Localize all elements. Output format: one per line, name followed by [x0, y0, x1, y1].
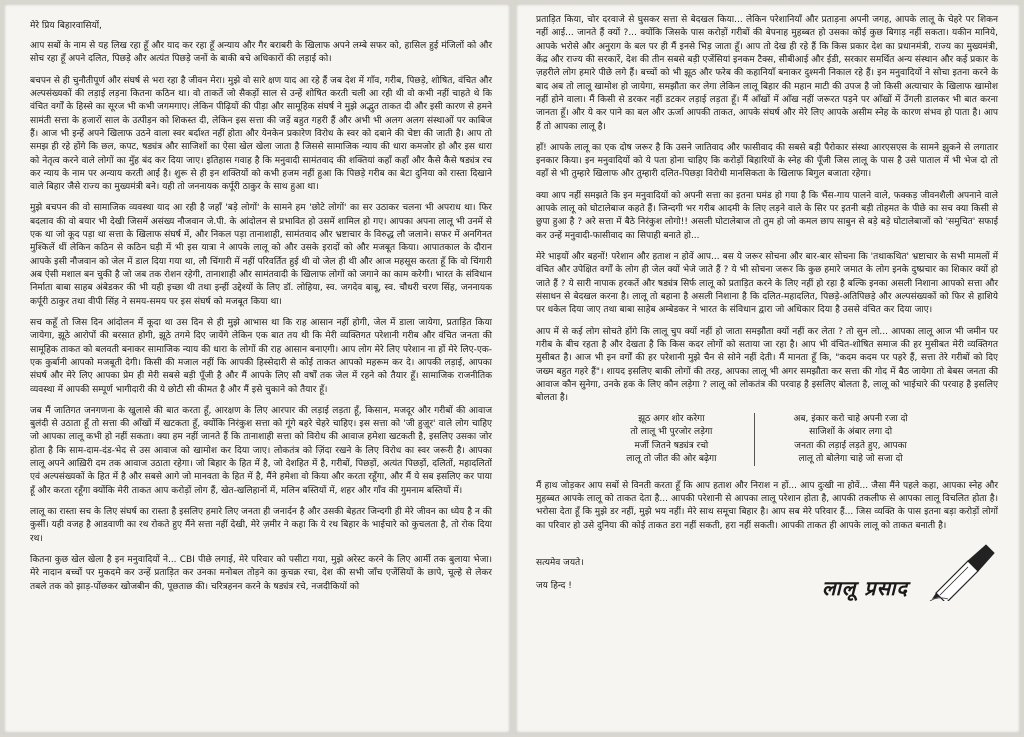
right-page — [516, 4, 1020, 733]
salutation: मेरे प्रिय बिहारवासियों, — [30, 21, 102, 31]
poem-line: तो लालू भी पुरजोर लड़ेगा — [630, 427, 713, 438]
paragraph: क्या आप नहीं समझते कि इन मनुवादियों को अपनी सत्ता का इतना घमंड हो गया है कि भैंस-गाय पालने वाले, फक्कड़ जीवनशैली अपनाने वाले आपके लालू को घोटालेबाज कहते हैं। जिन्दगी भर गरीब आदमी के लिए लड़ने वाले के सिर पर इतनी बड़ी तोहमत के पीछे का सच क्या किसी से छुपा हुआ है ? अरे सत्ता में बैठे निरंकुश लोगो!! असली घोटालेबाज तो तुम हो जो कमल छाप साबुन से बड़े बड़े घोटालेबाजों को 'समुचित' सफाई कर उन्हें मनुवादी-फासीवाद का सिपाही बनाते हो... — [536, 190, 998, 241]
greeting: जय हिन्द ! — [536, 580, 572, 591]
paragraph: आप सबों के नाम से यह लिख रहा हूँ और याद कर रहा हूँ अन्याय और गैर बराबरी के खिलाफ अपने लम्बे सफर को, हासिल हुई मंजिलों को और सोच रहा हूँ अपने दलित, पिछड़े और अत्यंत पिछड़े जनों के बाकी बचे अधिकारों की लड़ाई को। — [30, 41, 492, 65]
paragraph: मेरे भाइयों और बहनों! परेशान और हताश न होवें आप... बस ये जरूर सोचना और बार-बार सोचना कि 'तथाकथित' भ्रष्टाचार के सभी मामलों में वंचित और उपेक्षित वर्गों के लोग ही जेल क्यों भेजे जाते हैं ? ये भी सोचना जरूर कि कुछ हमारे जमात के लोग इनके दुष्प्रचार का शिकार क्यों हो जाते हैं ? ये सारी नापाक हरकतें और षड्यंत्र सिर्फ लालू को प्रताड़ित करने के लिए नहीं हो रहा है बल्कि इनका असली निशाना आपको सत्ता और संसाधन से बेदखल करना है। लालू तो बहाना है असली निशाना है कि दलित-महादलित, पिछड़े-अतिपिछड़े और अल्पसंख्यकों को फिर से हाशिये पर धकेल दिया जाए तथा बाबा साहेब अम्बेडकर ने भारत के संविधान द्वारा जो अधिकार दिया है उससे वंचित कर दिया जाए। — [536, 252, 998, 316]
poem-left-stanza — [626, 413, 716, 465]
poem-line: साजिशों के अंबार लगा दो — [809, 427, 893, 438]
poem-line: अब, इंकार करो चाहे अपनी रजा दो — [793, 414, 908, 425]
poem-line: लालू तो बोलेगा चाहे जो सजा दो — [798, 453, 903, 464]
poem-line: लालू तो जीत की ओर बढ़ेगा — [626, 453, 717, 464]
motto: सत्यमेव जयते। — [536, 557, 584, 568]
paragraph: मुझे बचपन की वो सामाजिक व्यवस्था याद आ रही है जहाँ 'बड़े लोगों' के सामने हम 'छोटे लोगों' का सर उठाकर चलना भी अपराध था। फिर बदलाव की वो बयार भी देखी जिसमें असंख्य नौजवान जे.पी. के आंदोलन से प्रभावित हो उसमें शामिल हो गए। आपका अपना लालू भी उनमें से एक था जो कूद पड़ा था सत्ता के खिलाफ संघर्ष में, और निकल पड़ा तानाशाही, सामंतवाद और भ्रष्टाचार के विरुद्ध लौ जलाने। सफर में अनगिनत मुश्किलें थीं लेकिन कठिन से कठिन घड़ी में भी इस यात्रा ने आपके लालू को और उसके इरादों को और मजबूत किया। आपातकाल के दौरान आपके इसी नौजवान को जेल में डाल दिया गया था, लौ चिंगारी में नहीं परिवर्तित हुई थी वो जेल ही थी और आज महसूस करता हूँ कि वो चिंगारी अब ऐसी मशाल बन चुकी है जो जब तक रोशन रहेगी, तानाशाही और सामंतवादी के खिलाफ लोगों को जगाने का काम करेगी। भारत के संविधान निर्माता बाबा साहब अंबेडकर की भी यही इच्छा थी तथा इन्हीं उद्देश्यों के लिए डॉ. लोहिया, स्व. जगदेव बाबू, स्व. चौधरी चरण सिंह, जननायक कर्पूरी ठाकुर तथा वीपी सिंह ने समय-समय पर इस संघर्ष को मजबूत किया था। — [30, 203, 492, 307]
paragraph: जब मैं जातिगत जनगणना के खुलासे की बात करता हूँ, आरक्षण के लिए आरपार की लड़ाई लड़ता हूँ, किसान, मजदूर और गरीबों की आवाज बुलंदी से उठाता हूँ तो सत्ता की आँखों में खटकता हूँ, क्योंकि निरंकुश सत्ता को गूंगे बहरे चेहरे चाहिए। इस सत्ता को 'जी हुज़ूर' वाले लोग चाहिए जो आपका लालू कभी हो नहीं सकता। क्या हम नहीं जानते हैं कि तानाशाही सत्ता को विरोध की आवाज हमेशा खटकती है, इसलिए उसका जोर होता है कि साम-दाम-दंड-भेद से उस आवाज को खामोश कर दिया जाए। लोकतंत्र को ज़िंदा रखने के लिए विरोध का स्वर जरूरी है। आपका लालू अपने आख़िरी दम तक आवाज उठाता रहेगा। जो बिहार के हित में है, जो देशहित में है, गरीबों, पिछड़ों, अत्यंत पिछड़ों, दलितों, महादलितों एवं अल्पसंख्यकों के हित में है और सबसे आगे जो मानवता के हित में है, मैंने हमेशा वो किया और करता रहूँगा, और मैं ये सब इसलिए कर पाया हूँ और करता रहूँगा क्योंकि मेरी ताकत आप करोड़ों लोग हैं, खेत-खलिहानों में, मलिन बस्तियों में, शहर और गाँव की गुमनाम बस्तियों में। — [30, 405, 492, 496]
poem-line: जनता की लड़ाई लड़ते हुए, आपका — [794, 440, 907, 451]
poem-line: झूठ अगर शोर करेगा — [638, 414, 705, 425]
closing-text — [536, 555, 584, 601]
left-page — [4, 4, 510, 733]
poem-block — [536, 413, 998, 465]
signature-area — [822, 541, 998, 601]
paragraph: कितना कुछ खेल खेला है इन मनुवादियों ने... CBI पीछे लगाई, मेरे परिवार को पसीटा गया, मुझे अरेस्ट करने के लिए आर्मी तक बुलाया भेजा। मेरे नादान बच्चों पर मुकदमे कर उन्हें प्रताड़ित कर उनका मनोबल तोड़ने का कुचक्र रचा, देश की सभी जाँच एजेंसियों के छापे, चूल्हे से लेकर तबले तक को झाड़-पोंछकर खोजबीन की, पूछताछ की। चरित्रहनन करने के षड्यंत्र रचे, नजदीकियों को — [30, 554, 492, 592]
paragraph: आप में से कई लोग सोचते होंगे कि लालू चुप क्यों नहीं हो जाता समझौता क्यों नहीं कर लेता ? तो सुन लो... आपका लालू आज भी जमीन पर गरीब के बीच रहता है और देखता है कि किस कदर लोगों को सताया जा रहा है। आप भी वंचित-शोषित समाज की हर मुसीबत मेरी व्यक्तिगत मुसीबत है। आज भी इन वर्गों की हर परेशानी मुझे चैन से सोने नहीं देती। मैं मानता हूँ कि, "कदम कदम पर पहरे हैं, सत्ता तेरे गरीबों को दिए जख्म बहुत गहरे हैं"। शायद इसलिए बाकी लोगों की तरह, आपका लालू भी अगर समझौता कर सत्ता की गोद में बैठ जायेगा तो बेबस जनता की आवाज कौन सुनेगा, उनके हक के लिए कौन लड़ेगा ? लालू को लोकतंत्र की परवाह है इसलिए बोलता है, लालू को भाईचारे की परवाह है इसलिए बोलता है। — [536, 326, 998, 404]
poem-divider — [754, 413, 755, 465]
poem-line: मर्जी जितने षड्यंत्र रचो — [634, 440, 709, 451]
paragraph: बचपन से ही चुनौतीपूर्ण और संघर्ष से भरा रहा है जीवन मेरा। मुझे वो सारे क्षण याद आ रहे हैं जब देश में गाँव, गरीब, पिछड़े, शोषित, वंचित और अल्पसंख्यकों की लड़ाई लड़ना कितना कठिन था। वो ताकतें जो सैकड़ों साल से उन्हें शोषित करती चली आ रही थी वो कभी नहीं चाहते थे कि वंचित वर्गों के हिस्से का सूरज भी कभी जगमगाए। लेकिन पीढ़ियों की पीड़ा और सामूहिक संघर्ष ने मुझे अद्भुत ताकत दी और इसी कारण से हमने सामंती सत्ता के हजारों साल के उत्पीड़न को शिकस्त दी, लेकिन इस सत्ता की जड़ें बहुत गहरी हैं और अभी भी अलग अलग संस्थाओं पर काबिज हैं। आज भी इन्हें अपने खिलाफ उठने वाला स्वर बर्दाश्त नहीं होता और येनकेन प्रकारेण विरोध के स्वर को दबाने की चेष्टा की जाती है। आप तो समझ ही रहे होंगे कि छल, कपट, षड्यंत्र और साजिशों का ऐसा खेल खेला जाता है जिससे सामाजिक न्याय की धारा कमजोर हो और इस धारा को नेतृत्व करने वाले लोगों का मुँह बंद कर दिया जाए। इतिहास गवाह है कि मनुवादी सामंतवाद की शक्तियां कहाँ कहाँ और कैसे कैसे षड्यंत्र रच कर न्याय के नाम पर अन्याय करती आई है। शुरू से ही इन शक्तियों को कभी हजम नहीं हुआ कि पिछड़े गरीब का बेटा दुनिया को रास्ता दिखाने वाले बिहार जैसे राज्य का मुख्यमंत्री बने। यही तो जननायक कर्पूरी ठाकुर के साथ हुआ था। — [30, 75, 492, 193]
poem-right-stanza — [793, 413, 907, 465]
paragraph: प्रताड़ित किया, चोर दरवाजे से घुसकर सत्ता से बेदखल किया... लेकिन परेशानियाँ और प्रताड़ना अपनी जगह, आपके लालू के चेहरे पर शिकन नहीं आई... जानते हैं क्यों ?... क्योंकि जिसके पास करोड़ों गरीबों की बेपनाह मुहब्बत हो उसका कोई कुछ बिगाड़ नहीं सकता। यकीन मानिये, आपके भरोसे और अनुराग के बल पर ही मैं इनसे भिड़ जाता हूँ। आप तो देख ही रहे हैं कि किस प्रकार देश का प्रधानमंत्री, राज्य का मुख्यमंत्री, केंद्र और राज्य की सरकारें, देश की तीन सबसे बड़ी एजेंसियां इनकम टैक्स, सीबीआई और ईडी, सरकार समर्थित अन्य संस्थान और कई प्रकार के ज़हरीले लोग हमारे पीछे लगे हैं। बच्चों को भी झूठ और फरेब की कहानियाँ बनाकर दुश्मनी निकाल रहे हैं। इन मनुवादियों ने सोचा इतना करने के बाद अब तो लालू खामोश हो जायेगा, समझौता कर लेगा लेकिन लालू बिहार की महान माटी की उपज है जो किसी अत्याचार के खिलाफ खामोश नहीं होने वाला। मैं किसी से डरकर नहीं डटकर लड़ाई लड़ता हूँ। मैं आँखों में आँख नहीं जरूरत पड़ने पर आँखों में उँगली डालकर भी बात करना जानता हूँ। और ये कर पाने का बल और ऊर्जा आपकी ताकत, आपके संघर्ष और मेरे लिए आपके असीम स्नेह के कारण संभव हो पाता है। आप हैं तो आपका लालू है। — [536, 15, 998, 132]
paragraph: हाँ! आपके लालू का एक दोष जरूर है कि उसने जातिवाद और फासीवाद की सबसे बड़ी पैरोकार संस्था आरएसएस के सामने झुकने से लगातार इनकार किया। इन मनुवादियों को ये पता होना चाहिए कि करोड़ों बिहारियों के स्नेह की पूँजी जिस लालू के पास है उसे पाताल में भी भेज दो तो वहाँ से भी तुम्हारे खिलाफ और तुम्हारी दलित-पिछड़ा विरोधी मानसिकता के खिलाफ बिगुल बजाता रहेगा। — [536, 142, 998, 180]
paragraph: लालू का रास्ता सच के लिए संघर्ष का रास्ता है इसलिए हमारे लिए जनता ही जनार्दन है और उसकी बेहतर जिन्दगी ही मेरे जीवन का ध्येय है न की कुर्सी। यही वजह है आडवाणी का रथ रोकते हुए मैंने सत्ता नहीं देखी, मेरे ज़मीर ने कहा कि ये रथ बिहार के भाईचारे को कुचलता है, तो रोक दिया रथ। — [30, 507, 492, 544]
closing-block — [536, 541, 998, 601]
paragraph: सच कहूँ तो जिस दिन आंदोलन में कूदा था उस दिन से ही मुझे आभास था कि राह आसान नहीं होगी, जेल में डाला जायेगा, प्रताड़ित किया जायेगा, झूठे आरोपों की बरसात होगी, झूठे तगमे दिए जायेंगे लेकिन एक बात तय थी कि मेरी व्यक्तिगत परेशानी गरीब और वंचित जनता की सामूहिक ताकत को बलवती बनाकर सामाजिक न्याय की धारा के लोगों की राह आसान बनाएगी। आप लोग मेरे लिए परेशान ना हों मेरे लिए-एक-एक कुर्बानी आपको मजबूती देगी। किसी की मजाल नहीं कि आपकी हिस्सेदारी से कोई ताकत आपको महरूम कर दे। आपकी लड़ाई, आपका संघर्ष और मेरे लिए आपका प्रेम ही मेरी सबसे बड़ी पूँजी है और मैं आपके लिए सौ वर्षों तक जेल में रहने को तैयार हूँ। सामाजिक राजनीतिक व्यवस्था में आपकी सम्पूर्ण भागीदारी की ये छोटी सी कीमत है और मैं इसे चुकाने को तैयार हूँ। — [30, 317, 492, 395]
paragraph: मैं हाथ जोड़कर आप सबों से विनती करता हूँ कि आप हताश और निराश न हों... आप दुःखी ना होवें... जैसा मैंने पहले कहा, आपका स्नेह और मुहब्बत आपके लालू को ताकत देता है... आपकी परेशानी से आपका लालू परेशान होता है, आपकी तकलीफ से आपका लालू विचलित होता है। भरोसा देता हूँ कि मुझे डर नहीं, मुझे भय नहीं। मेरे साथ समूचा बिहार है। आप सब मेरे परिवार हैं... जिस व्यक्ति के पास इतना बड़ा करोड़ों लोगों का परिवार हो उसे दुनिया की कोई ताकत डरा नहीं सकती, हरा नहीं सकती। आपकी ताकत ही आपके लालू को ताकत बनाती है। — [536, 480, 998, 531]
handwritten-signature: लालू प्रसाद — [822, 575, 908, 600]
fountain-pen-icon — [928, 541, 998, 601]
